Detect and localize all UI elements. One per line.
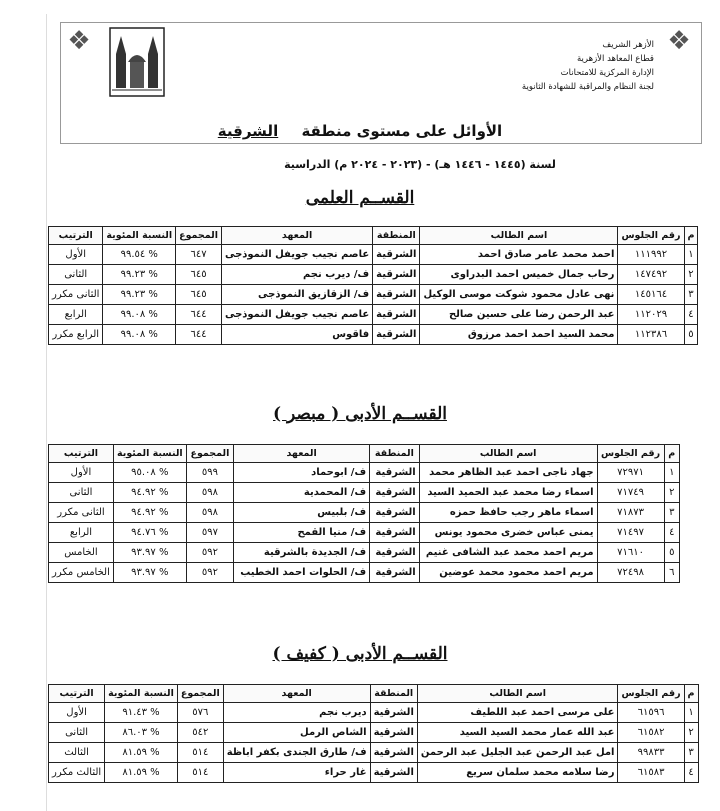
cell-name: يمنى عباس خضرى محمود يونس xyxy=(419,523,597,543)
cell-seat: ٧١٤٩٧ xyxy=(597,523,664,543)
column-header: م xyxy=(684,685,698,703)
cell-inst: الشاص الرمل xyxy=(223,723,370,743)
cell-pct: % ٨١.٥٩ xyxy=(105,743,178,763)
cell-rank: الأول xyxy=(49,245,103,265)
cell-name: مريم احمد محمود محمد عوضين xyxy=(419,563,597,583)
cell-region: الشرقية xyxy=(370,763,417,783)
cell-total: ٦٤٥ xyxy=(176,265,222,285)
column-header: الترتيب xyxy=(49,227,103,245)
cell-rank: الثانى مكرر xyxy=(49,503,114,523)
table-row xyxy=(49,503,680,523)
table-row xyxy=(49,743,699,763)
cell-pct: % ٩٤.٧٦ xyxy=(113,523,186,543)
cell-total: ٥١٤ xyxy=(177,743,223,763)
cell-region: الشرقية xyxy=(373,285,420,305)
cell-region: الشرقية xyxy=(373,325,420,345)
cell-pct: % ٩٩.٠٨ xyxy=(103,305,176,325)
cell-region: الشرقية xyxy=(370,483,420,503)
column-header: رقم الجلوس xyxy=(618,227,684,245)
cell-name: رحاب جمال خميس احمد البدراوى xyxy=(420,265,618,285)
cell-pct: % ٩٣.٩٧ xyxy=(113,543,186,563)
cell-pct: % ٩١.٤٣ xyxy=(105,703,178,723)
cell-total: ٥٩٩ xyxy=(186,463,233,483)
institution-header xyxy=(454,38,654,94)
cell-name: نهى عادل محمود شوكت موسى الوكيل xyxy=(420,285,618,305)
column-header: رقم الجلوس xyxy=(597,445,664,463)
cell-total: ٦٤٤ xyxy=(176,325,222,345)
column-header: المنطقة xyxy=(370,445,420,463)
cell-pct: % ٩٩.٢٣ xyxy=(103,285,176,305)
cell-n: ٣ xyxy=(684,743,698,763)
cell-n: ٢ xyxy=(664,483,680,503)
table-body xyxy=(49,703,699,783)
cell-region: الشرقية xyxy=(370,463,420,483)
column-header: المجموع xyxy=(176,227,222,245)
cell-total: ٥٩٨ xyxy=(186,503,233,523)
cell-inst: ف/ منيا القمح xyxy=(234,523,370,543)
results-table-literary-sighted xyxy=(48,444,680,583)
cell-inst: ديرب نجم xyxy=(223,703,370,723)
cell-n: ١ xyxy=(664,463,680,483)
cell-rank: الثانى xyxy=(49,265,103,285)
cell-name: اسماء رضا محمد عبد الحميد السيد xyxy=(419,483,597,503)
cell-seat: ٧٢٤٩٨ xyxy=(597,563,664,583)
table-row xyxy=(49,523,680,543)
table-body xyxy=(49,463,680,583)
column-header: اسم الطالب xyxy=(420,227,618,245)
cell-n: ٢ xyxy=(684,265,698,285)
org-line: الإدارة المركزية للامتحانات xyxy=(560,68,654,78)
cell-name: امل عبد الرحمن عبد الجليل عبد الرحمن xyxy=(417,743,618,763)
column-header: المعهد xyxy=(234,445,370,463)
cell-region: الشرقية xyxy=(373,265,420,285)
cell-pct: % ٩٩.٥٤ xyxy=(103,245,176,265)
corner-ornament-icon: ❖ xyxy=(667,26,691,56)
cell-inst: ف/ الحلوات احمد الخطيب xyxy=(234,563,370,583)
cell-rank: الثالث مكرر xyxy=(49,763,105,783)
cell-seat: ١١١٩٩٢ xyxy=(618,245,684,265)
cell-total: ٦٤٧ xyxy=(176,245,222,265)
table-row xyxy=(49,563,680,583)
cell-pct: % ٩٩.٠٨ xyxy=(103,325,176,345)
column-header: م xyxy=(684,227,698,245)
table-row xyxy=(49,245,698,265)
cell-total: ٥٩٢ xyxy=(186,543,233,563)
cell-n: ٣ xyxy=(664,503,680,523)
table-row xyxy=(49,325,698,345)
cell-name: رضا سلامه محمد سلمان سريع xyxy=(417,763,618,783)
cell-seat: ٦١٥٩٦ xyxy=(618,703,684,723)
table-row xyxy=(49,723,699,743)
cell-inst: ف/ بلبيس xyxy=(234,503,370,523)
org-line: لجنة النظام والمراقبة للشهادة الثانوية xyxy=(521,82,654,92)
cell-rank: الخامس xyxy=(49,543,114,563)
column-header: النسبة المئوية xyxy=(113,445,186,463)
cell-seat: ٧٢٩٧١ xyxy=(597,463,664,483)
cell-rank: الثانى مكرر xyxy=(49,285,103,305)
cell-seat: ١١٢٠٢٩ xyxy=(618,305,684,325)
cell-rank: الثانى xyxy=(49,723,105,743)
cell-rank: الخامس مكرر xyxy=(49,563,114,583)
cell-region: الشرقية xyxy=(373,305,420,325)
cell-region: الشرقية xyxy=(370,723,417,743)
cell-inst: ف/ ديرب نجم xyxy=(221,265,372,285)
column-header: رقم الجلوس xyxy=(618,685,684,703)
cell-seat: ٩٩٨٣٣ xyxy=(618,743,684,763)
cell-pct: % ٩٤.٩٢ xyxy=(113,503,186,523)
cell-rank: الثالث xyxy=(49,743,105,763)
cell-region: الشرقية xyxy=(370,743,417,763)
table-body xyxy=(49,245,698,345)
cell-rank: الثانى xyxy=(49,483,114,503)
table-row xyxy=(49,703,699,723)
cell-region: الشرقية xyxy=(373,245,420,265)
cell-seat: ٧١٦١٠ xyxy=(597,543,664,563)
cell-total: ٥١٤ xyxy=(177,763,223,783)
cell-inst: فاقوس xyxy=(221,325,372,345)
cell-name: جهاد ناجى احمد عبد الظاهر محمد xyxy=(419,463,597,483)
cell-name: احمد محمد عامر صادق احمد xyxy=(420,245,618,265)
cell-inst: ف/ الزقازيق النموذجى xyxy=(221,285,372,305)
cell-pct: % ٩٥.٠٨ xyxy=(113,463,186,483)
cell-rank: الأول xyxy=(49,703,105,723)
cell-n: ٢ xyxy=(684,723,698,743)
column-header: م xyxy=(664,445,680,463)
table-row xyxy=(49,463,680,483)
column-header: النسبة المئوية xyxy=(105,685,178,703)
section-title-literary-blind: القســم الأدبى ( كفيف ) xyxy=(272,644,448,664)
table-row xyxy=(49,265,698,285)
cell-n: ١ xyxy=(684,245,698,265)
cell-pct: % ٩٣.٩٧ xyxy=(113,563,186,583)
cell-n: ٤ xyxy=(664,523,680,543)
cell-seat: ٧١٨٧٣ xyxy=(597,503,664,523)
cell-total: ٥٤٢ xyxy=(177,723,223,743)
column-header: المجموع xyxy=(177,685,223,703)
title-main: الأوائل على مستوى منطقة xyxy=(301,122,503,140)
cell-seat: ١٤٧٤٩٢ xyxy=(618,265,684,285)
column-header: الترتيب xyxy=(49,445,114,463)
cell-inst: عاصم نجيب جويفل النموذجى xyxy=(221,245,372,265)
cell-name: عبد الرحمن رضا على حسين صالح xyxy=(420,305,618,325)
org-line: الأزهر الشريف xyxy=(602,40,654,50)
cell-region: الشرقية xyxy=(370,563,420,583)
cell-pct: % ٨١.٥٩ xyxy=(105,763,178,783)
column-header: المنطقة xyxy=(370,685,417,703)
cell-inst: ف/ طارق الجندى بكفر اباظة xyxy=(223,743,370,763)
cell-seat: ١١٢٣٨٦ xyxy=(618,325,684,345)
org-line: قطاع المعاهد الأزهرية xyxy=(576,54,654,64)
cell-total: ٥٩٨ xyxy=(186,483,233,503)
corner-ornament-icon: ❖ xyxy=(67,26,91,56)
azhar-logo-icon xyxy=(108,26,166,98)
section-title-science: القســم العلمى xyxy=(305,188,415,208)
cell-n: ٦ xyxy=(664,563,680,583)
table-header-row xyxy=(49,227,698,245)
cell-total: ٦٤٥ xyxy=(176,285,222,305)
results-table-science xyxy=(48,226,698,345)
cell-pct: % ٩٤.٩٢ xyxy=(113,483,186,503)
column-header: الترتيب xyxy=(49,685,105,703)
results-table-literary-blind xyxy=(48,684,699,783)
cell-inst: عاصم نجيب جويفل النموذجى xyxy=(221,305,372,325)
cell-n: ١ xyxy=(684,703,698,723)
column-header: اسم الطالب xyxy=(419,445,597,463)
cell-n: ٤ xyxy=(684,763,698,783)
cell-region: الشرقية xyxy=(370,503,420,523)
cell-inst: غار حراء xyxy=(223,763,370,783)
cell-rank: الرابع xyxy=(49,523,114,543)
page-subtitle: لسنة (١٤٤٥ - ١٤٤٦ هـ) - (٢٠٢٣ - ٢٠٢٤ م) الدراسية xyxy=(284,158,556,171)
cell-name: مريم احمد محمد عبد الشافى غنيم xyxy=(419,543,597,563)
table-row xyxy=(49,763,699,783)
cell-pct: % ٩٩.٢٣ xyxy=(103,265,176,285)
cell-seat: ١٤٥١٦٤ xyxy=(618,285,684,305)
cell-rank: الرابع مكرر xyxy=(49,325,103,345)
cell-region: الشرقية xyxy=(370,543,420,563)
column-header: المنطقة xyxy=(373,227,420,245)
table-row xyxy=(49,483,680,503)
column-header: النسبة المئوية xyxy=(103,227,176,245)
cell-seat: ٦١٥٨٣ xyxy=(618,763,684,783)
column-header: اسم الطالب xyxy=(417,685,618,703)
cell-total: ٥٩٧ xyxy=(186,523,233,543)
cell-n: ٣ xyxy=(684,285,698,305)
table-row xyxy=(49,305,698,325)
cell-seat: ٧١٧٤٩ xyxy=(597,483,664,503)
cell-pct: % ٨٦.٠٣ xyxy=(105,723,178,743)
cell-name: محمد السيد احمد احمد مرزوق xyxy=(420,325,618,345)
title-region: الشرقية xyxy=(217,122,279,140)
cell-n: ٤ xyxy=(684,305,698,325)
cell-rank: الأول xyxy=(49,463,114,483)
cell-inst: ف/ ابوحماد xyxy=(234,463,370,483)
cell-name: عبد الله عمار محمد السيد السيد xyxy=(417,723,618,743)
table-row xyxy=(49,285,698,305)
cell-rank: الرابع xyxy=(49,305,103,325)
section-title-literary-sighted: القســم الأدبى ( مبصر ) xyxy=(273,404,447,424)
table-header-row xyxy=(49,445,680,463)
cell-total: ٥٩٢ xyxy=(186,563,233,583)
column-header: المجموع xyxy=(186,445,233,463)
column-header: المعهد xyxy=(223,685,370,703)
cell-inst: ف/ الجديدة بالشرقية xyxy=(234,543,370,563)
cell-name: على مرسى احمد عبد اللطيف xyxy=(417,703,618,723)
cell-n: ٥ xyxy=(664,543,680,563)
cell-total: ٥٧٦ xyxy=(177,703,223,723)
cell-seat: ٦١٥٨٢ xyxy=(618,723,684,743)
cell-total: ٦٤٤ xyxy=(176,305,222,325)
cell-region: الشرقية xyxy=(370,703,417,723)
cell-n: ٥ xyxy=(684,325,698,345)
cell-name: اسماء ماهر رجب حافظ حمزه xyxy=(419,503,597,523)
cell-inst: ف/ المحمدية xyxy=(234,483,370,503)
cell-region: الشرقية xyxy=(370,523,420,543)
table-row xyxy=(49,543,680,563)
table-header-row xyxy=(49,685,699,703)
column-header: المعهد xyxy=(221,227,372,245)
page-title xyxy=(0,122,720,140)
